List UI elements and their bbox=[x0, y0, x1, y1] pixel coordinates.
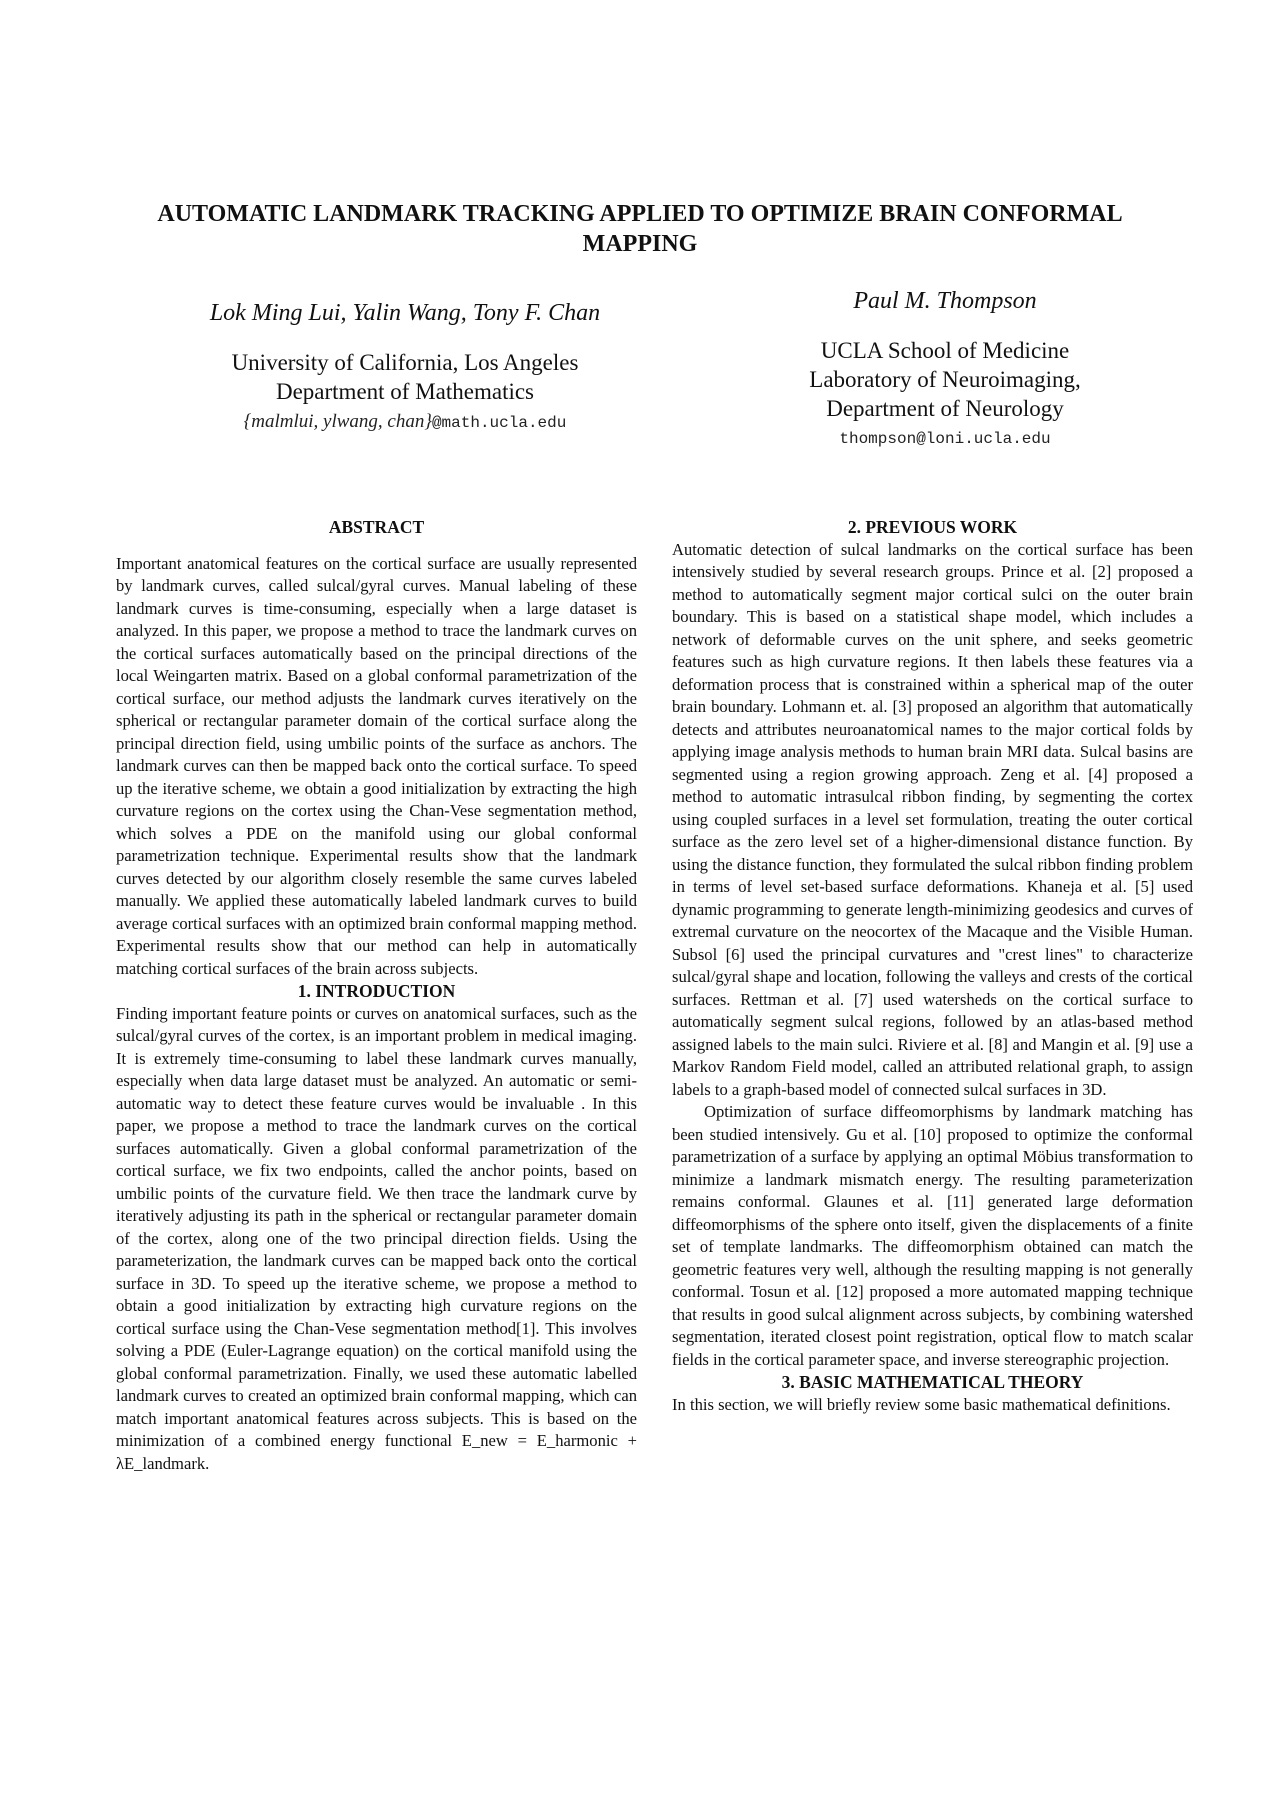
affiliation-university: University of California, Los Angeles bbox=[231, 350, 579, 375]
basic-theory-text: In this section, we will briefly review some basic mathematical definitions. bbox=[672, 1394, 1171, 1414]
introduction-text: Finding important feature points or curves on anatomical surfaces, such as the sulcal/gyral curves of the cortex, is an important problem in medical imaging. It is extremely time-consuming to label these landmark curves manually, especially when data large dataset must be analyzed. An automatic or semi-automatic way to detect these feature curves would be invaluable . In this paper, we propose a method to trace the landmark curves on the cortical surfaces automatically. Given a global conformal parametrization of the cortical surface, we fix two endpoints, called the anchor points, based on umbilic points of the curvature field. We then trace the landmark curve by iteratively adjusting its path in the spherical or rectangular parameter domain of the cortex, along one of the two principal direction fields. Using the parameterization, the landmark curves can be mapped back onto the cortical surface in 3D. To speed up the iterative scheme, we propose a method to obtain a good initialization by extracting high curvature regions on the cortical surface using the Chan-Vese segmentation method[1]. This involves solving a PDE (Euler-Lagrange equation) on the cortical manifold using the global conformal parametrization. Finally, we used these automatic labelled landmark curves to created an optimized brain conformal mapping, which can match important anatomical features across subjects. This is based on the minimization of a combined energy functional E_new = E_harmonic + λE_landmark. bbox=[116, 1003, 637, 1473]
previous-work-paragraph-2: Optimization of surface diffeomorphisms by landmark matching has been studied intensively. Gu et al. [10] proposed to optimize the conformal parametrization of a surface by applying an optimal Möbius transformation to minimize a landmark mismatch energy. The resulting parameterization remains conformal. Glaunes et al. [11] generated large deformation diffeomorphisms of the sphere onto itself, given the displacements of a finite set of template landmarks. The diffeomorphism obtained can match the geometric features very well, although the resulting mapping is not generally conformal. Tosun et al. [12] proposed a more automated mapping technique that results in good sulcal alignment across subjects, by combining watershed segmentation, iterated closest point registration, optical flow to match scalar fields in the cortical parameter space, and inverse stereographic projection. bbox=[672, 1102, 1193, 1369]
abstract-heading: ABSTRACT bbox=[328, 517, 425, 537]
affiliation-lab: Laboratory of Neuroimaging, bbox=[809, 367, 1081, 392]
authors-block-right bbox=[720, 286, 1170, 451]
author-email-right: thompson@loni.ucla.edu bbox=[839, 430, 1051, 448]
previous-work-heading: 2. PREVIOUS WORK bbox=[847, 517, 1018, 537]
email-users: {malmlui, ylwang, chan} bbox=[243, 411, 432, 432]
authors-block-left bbox=[160, 298, 650, 435]
author-names-left: Lok Ming Lui, Yalin Wang, Tony F. Chan bbox=[209, 300, 601, 326]
paper-title: AUTOMATIC LANDMARK TRACKING APPLIED TO OPTIMIZE BRAIN CONFORMAL MAPPING bbox=[157, 201, 1123, 257]
author-names-right: Paul M. Thompson bbox=[853, 288, 1037, 314]
column-right bbox=[672, 516, 1193, 1416]
author-email-left bbox=[160, 410, 650, 435]
previous-work-paragraph-1: Automatic detection of sulcal landmarks on the cortical surface has been intensively studied by several research groups. Prince et al. [2] proposed a method to automatically segment major cortical sulci on the outer brain boundary. This is based on a statistical shape model, which includes a network of deformable curves on the unit sphere, and seeks geometric features such as high curvature regions. It then labels these features via a deformation process that is constrained within a spherical map of the outer brain boundary. Lohmann et. al. [3] proposed an algorithm that automatically detects and attributes neuroanatomical names to the major cortical folds by applying image analysis methods to human brain MRI data. Sulcal basins are segmented using a region growing approach. Zeng et al. [4] proposed a method to automatic intrasulcal ribbon finding, by segmenting the cortex using coupled surfaces in a level set formulation, treating the outer cortical surface as the zero level set of a higher-dimensional distance function. By using the distance function, they formulated the sulcal ribbon finding problem in terms of level set-based surface deformations. Khaneja et al. [5] used dynamic programming to generate length-minimizing geodesics and curves of extremal curvature on the neocortex of the Macaque and the Visible Human. Subsol [6] used the principal curvatures and "crest lines" to characterize sulcal/gyral shape and location, following the valleys and crests of the cortical surfaces. Rettman et al. [7] used watersheds on the cortical surface to automatically segment sulcal regions, followed by an atlas-based method assigned labels to the main sulci. Riviere et al. [8] and Mangin et al. [9] use a Markov Random Field model, called an attributed relational graph, to assign labels to a graph-based model of connected sulcal surfaces in 3D. bbox=[672, 539, 1193, 1099]
affiliation-neurology: Department of Neurology bbox=[826, 396, 1064, 421]
introduction-heading: 1. INTRODUCTION bbox=[297, 981, 456, 1001]
column-left bbox=[116, 516, 637, 1475]
email-domain: @math.ucla.edu bbox=[431, 414, 567, 432]
basic-theory-heading: 3. BASIC MATHEMATICAL THEORY bbox=[781, 1372, 1084, 1392]
affiliation-school: UCLA School of Medicine bbox=[820, 338, 1070, 363]
affiliation-department: Department of Mathematics bbox=[275, 379, 535, 404]
abstract-text: Important anatomical features on the cortical surface are usually represented by landmark curves, called sulcal/gyral curves. Manual labeling of these landmark curves is time-consuming, especially when a large dataset is analyzed. In this paper, we propose a method to trace the landmark curves on the cortical surfaces automatically based on the principal directions of the local Weingarten matrix. Based on a global conformal parametrization of the cortical surface, our method adjusts the landmark curves iteratively on the spherical or rectangular parameter domain of the cortical surface along the principal direction field, using umbilic points of the surface as anchors. The landmark curves can then be mapped back onto the cortical surface. To speed up the iterative scheme, we obtain a good initialization by extracting the high curvature regions on the cortex using the Chan-Vese segmentation method, which solves a PDE on the manifold using our global conformal parametrization technique. Experimental results show that the landmark curves detected by our algorithm closely resemble the same curves labeled manually. We applied these automatically labeled landmark curves to build average cortical surfaces with an optimized brain conformal mapping method. Experimental results show that our method can help in automatically matching cortical surfaces of the brain across subjects. bbox=[116, 553, 637, 978]
